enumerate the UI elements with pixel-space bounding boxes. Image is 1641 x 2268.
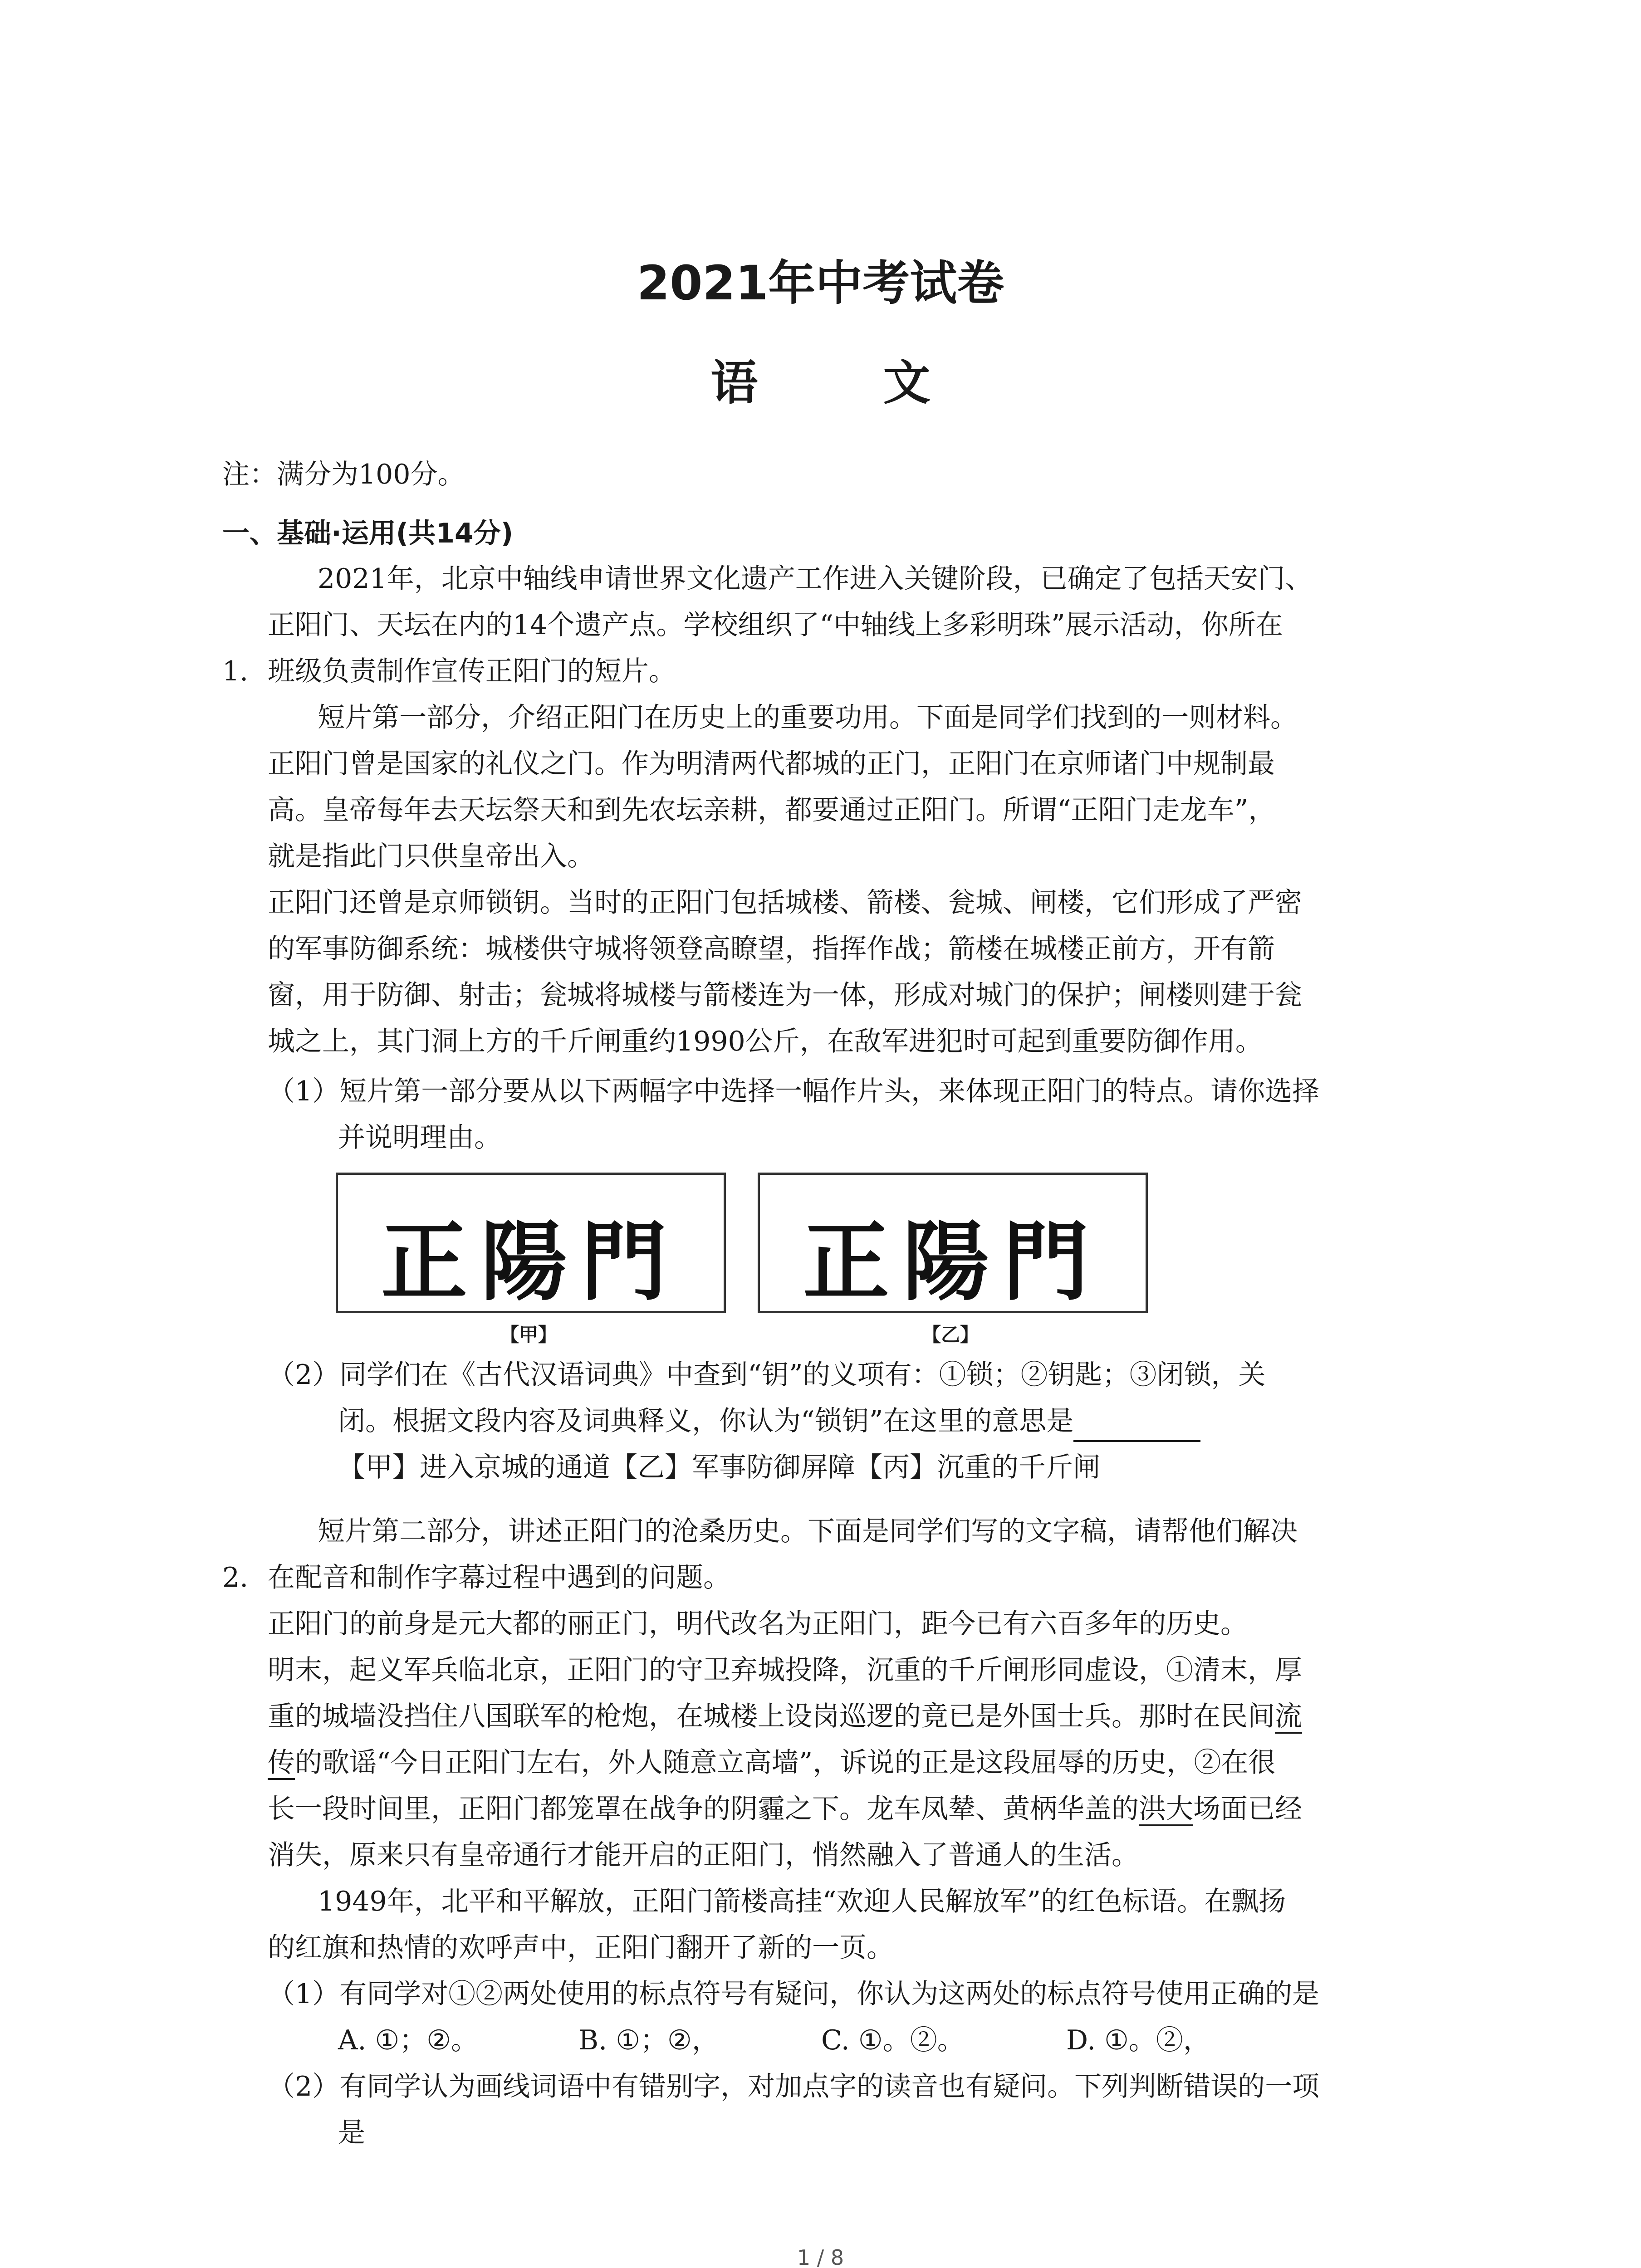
q2-sub2-line-2: 是 bbox=[338, 2117, 365, 2149]
page-number: 1 / 8 bbox=[797, 2245, 844, 2268]
q2-passage-line bbox=[268, 1788, 1302, 1830]
material-line: 正阳门曾是国家的礼仪之门。作为明清两代都城的正门，正阳门在京师诸门中规制最 bbox=[268, 748, 1275, 780]
material-line: 的军事防御系统：城楼供守城将领登高瞭望，指挥作战；箭楼在城楼正前方，开有箭 bbox=[268, 933, 1275, 965]
q1-intro-line-4: 短片第一部分，介绍正阳门在历史上的重要功用。下面是同学们找到的一则材料。 bbox=[318, 702, 1298, 733]
score-note: 注：满分为100分。 bbox=[222, 459, 465, 490]
dotted-word: 悄然 bbox=[812, 1839, 867, 1871]
passage-text: 长一段时间里，正阳门都笼罩在战争的阴霾之下。龙车凤辇、黄柄华盖的 bbox=[268, 1793, 1139, 1825]
q2-number: 2. bbox=[222, 1562, 249, 1593]
q2-intro-line-2: 在配音和制作字幕过程中遇到的问题。 bbox=[268, 1562, 730, 1593]
underlined-word: 传 bbox=[268, 1747, 295, 1779]
passage-text: 融入了普通人的生活。 bbox=[867, 1839, 1139, 1871]
q2-passage-line bbox=[268, 1742, 1275, 1784]
calligraphy-text-yi: 正陽門 bbox=[803, 1212, 1102, 1312]
q2-passage-line bbox=[268, 1696, 1302, 1737]
exam-title: 2021年中考试卷 bbox=[637, 255, 1004, 311]
q1-sub2-line-2 bbox=[338, 1400, 1200, 1442]
underlined-word: 洪大 bbox=[1139, 1793, 1193, 1825]
section-heading: 一、基础·运用(共14分) bbox=[222, 518, 514, 549]
q1-sub2-line-1: （2）同学们在《古代汉语词典》中查到“钥”的义项有：①锁；②钥匙；③闭锁，关 bbox=[268, 1359, 1266, 1391]
q2-passage-line bbox=[268, 1834, 1139, 1876]
material-line: 高。皇帝每年去天坛祭天和到先农坛亲耕，都要通过正阳门。所谓“正阳门走龙车”， bbox=[268, 794, 1276, 826]
q2-sub1-option-c[interactable]: C. ①。②。 bbox=[821, 2024, 965, 2056]
q2-sub1-option-a[interactable]: A. ①；②。 bbox=[338, 2024, 479, 2056]
calligraphy-image-yi bbox=[758, 1173, 1148, 1313]
q2-passage-line: 1949年，北平和平解放，正阳门箭楼高挂“欢迎人民解放军”的红色标语。在飘扬 bbox=[318, 1886, 1286, 1917]
answer-blank[interactable] bbox=[1073, 1413, 1200, 1442]
q2-sub1-option-d[interactable]: D. ①。②， bbox=[1066, 2024, 1210, 2056]
underlined-word: 流 bbox=[1275, 1701, 1302, 1732]
q1-number: 1. bbox=[222, 655, 249, 687]
q1-sub1-line-1: （1）短片第一部分要从以下两幅字中选择一幅作片头，来体现正阳门的特点。请你选择 bbox=[268, 1075, 1320, 1107]
passage-text: 的歌谣“今日正阳门左右，外人随意立高墙”，诉说的正是这段屈辱的历史，②在很 bbox=[295, 1747, 1276, 1779]
q2-sub1-option-b[interactable]: B. ①；②， bbox=[578, 2024, 719, 2056]
subject-title: 语 文 bbox=[710, 355, 985, 411]
q1-intro-line-3: 班级负责制作宣传正阳门的短片。 bbox=[268, 655, 676, 687]
material-line: 就是指此门只供皇帝出入。 bbox=[268, 841, 594, 872]
passage-text: 消失，原来只有皇帝通行才能开启的正阳门， bbox=[268, 1839, 812, 1871]
q2-passage-p1: 正阳门的前身是元大都的丽正门，明代改名为正阳门，距今已有六百多年的历史。 bbox=[268, 1608, 1248, 1640]
material-line: 窗，用于防御、射击；瓮城将城楼与箭楼连为一体，形成对城门的保护；闸楼则建于瓮 bbox=[268, 979, 1302, 1011]
passage-text: 场面已经 bbox=[1193, 1793, 1302, 1825]
q1-intro-line-1: 2021年，北京中轴线申请世界文化遗产工作进入关键阶段，已确定了包括天安门、 bbox=[318, 563, 1313, 595]
q2-passage-line: 的红旗和热情的欢呼声中，正阳门翻开了新的一页。 bbox=[268, 1932, 894, 1964]
passage-text: 重的城墙没挡住八国联军的枪炮，在城楼上设岗巡逻的竟已是外国士兵。那时在民间 bbox=[268, 1701, 1275, 1732]
image-caption-jia: 【甲】 bbox=[500, 1324, 557, 1346]
q1-sub2-options: 【甲】进入京城的通道【乙】军事防御屏障【丙】沉重的千斤闸 bbox=[338, 1452, 1100, 1483]
q1-sub2-text: 闭。根据文段内容及词典释义，你认为“锁钥”在这里的意思是 bbox=[338, 1405, 1074, 1437]
material-line: 城之上，其门洞上方的千斤闸重约1990公斤，在敌军进犯时可起到重要防御作用。 bbox=[268, 1026, 1263, 1057]
q1-sub1-line-2: 并说明理由。 bbox=[338, 1122, 501, 1154]
material-line: 正阳门还曾是京师锁钥。当时的正阳门包括城楼、箭楼、瓮城、闸楼，它们形成了严密 bbox=[268, 887, 1302, 919]
image-caption-yi: 【乙】 bbox=[921, 1324, 979, 1346]
q2-passage-line: 明末，起义军兵临北京，正阳门的守卫弃城投降，沉重的千斤闸形同虚设，①清末，厚 bbox=[268, 1654, 1302, 1686]
q2-sub2-line-1: （2）有同学认为画线词语中有错别字，对加点字的读音也有疑问。下列判断错误的一项 bbox=[268, 2071, 1320, 2102]
calligraphy-text-jia: 正陽門 bbox=[381, 1211, 681, 1312]
calligraphy-image-jia bbox=[336, 1173, 726, 1313]
q2-sub1: （1）有同学对①②两处使用的标点符号有疑问，你认为这两处的标点符号使用正确的是 bbox=[268, 1978, 1320, 2010]
q2-intro-line-1: 短片第二部分，讲述正阳门的沧桑历史。下面是同学们写的文字稿，请帮他们解决 bbox=[318, 1515, 1298, 1547]
q1-intro-line-2: 正阳门、天坛在内的14个遗产点。学校组织了“中轴线上多彩明珠”展示活动，你所在 bbox=[268, 609, 1283, 641]
